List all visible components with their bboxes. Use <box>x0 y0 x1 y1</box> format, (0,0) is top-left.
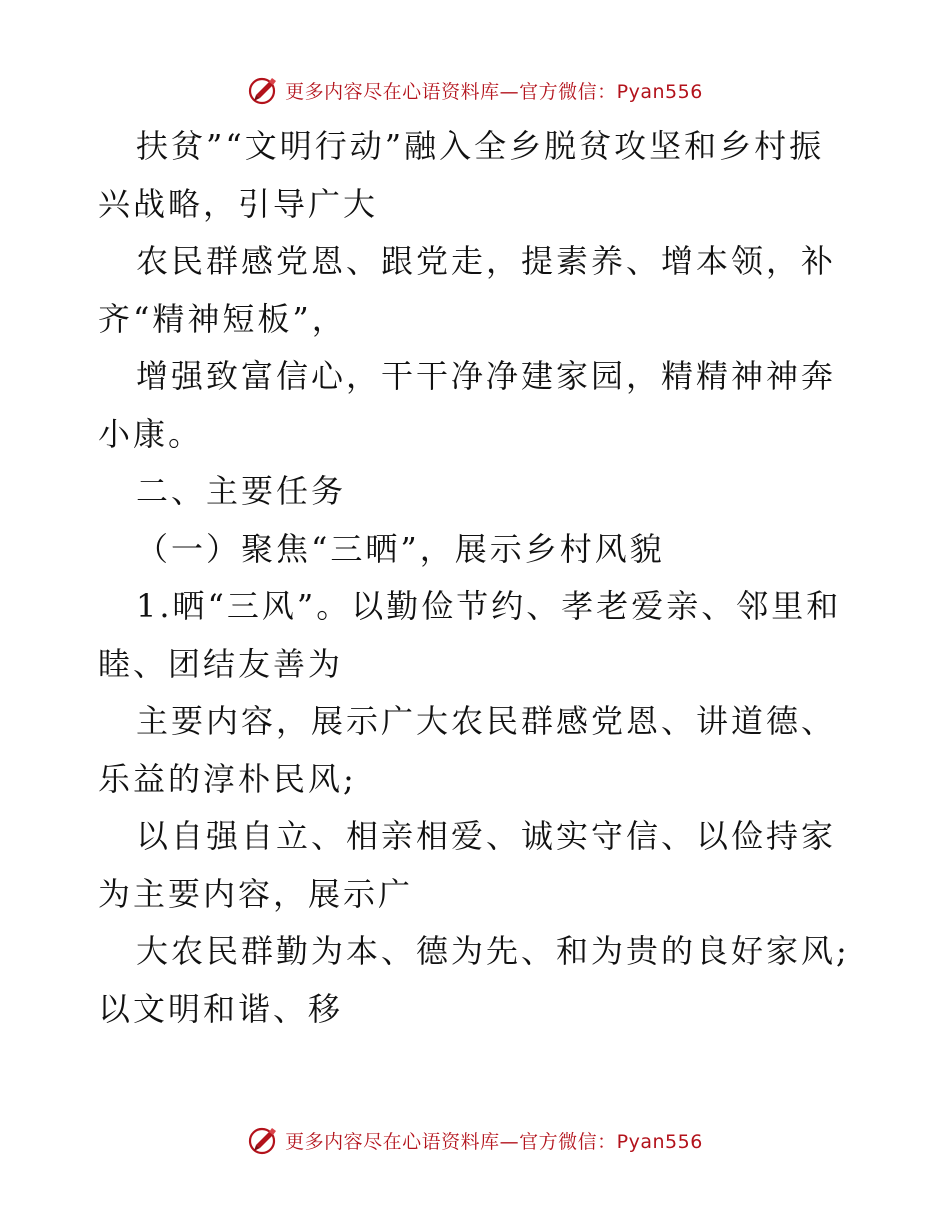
section-heading: 二、主要任务 <box>136 472 347 510</box>
header-banner-text: 更多内容尽在心语资料库—官方微信：Pyan556 <box>285 80 703 103</box>
paragraph-3: 增强致富信心，干干净净建家园，精精神神奔小康。 <box>98 357 837 453</box>
paragraph-1: 扶贫”“文明行动”融入全乡脱贫攻坚和乡村振兴战略，引导广大 <box>98 127 825 223</box>
paragraph-6: 1.晒“三风”。以勤俭节约、孝老爱亲、邻里和睦、团结友善为 <box>98 587 842 683</box>
paragraph-7: 主要内容，展示广大农民群感党恩、讲道德、乐益的淳朴民风; <box>98 702 837 798</box>
document-body <box>98 118 858 1038</box>
footer-banner-text: 更多内容尽在心语资料库—官方微信：Pyan556 <box>285 1130 703 1153</box>
pen-circle-logo-icon <box>247 73 281 107</box>
paragraph-8: 以自强自立、相亲相爱、诚实守信、以俭持家为主要内容，展示广 <box>98 817 837 913</box>
paragraph-9: 大农民群勤为本、德为先、和为贵的良好家风;以文明和谐、移 <box>98 932 850 1028</box>
footer-banner <box>0 1120 950 1160</box>
subsection-heading: （一）聚焦“三晒”，展示乡村风貌 <box>136 529 665 568</box>
paragraph-2: 农民群感党恩、跟党走，提素养、增本领，补齐“精神短板”， <box>98 242 837 338</box>
header-banner <box>0 70 950 110</box>
pen-circle-logo-icon <box>247 1123 281 1157</box>
